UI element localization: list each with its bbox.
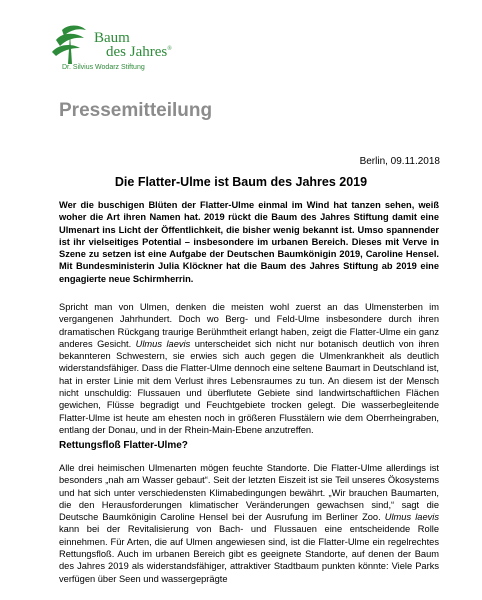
foundation-logo bbox=[48, 22, 178, 80]
logo-text-line1: Baum bbox=[94, 30, 130, 46]
release-date: Berlin, 09.11.2018 bbox=[359, 156, 440, 167]
logo-subline: Dr. Silvius Wodarz Stiftung bbox=[62, 64, 145, 71]
body-paragraph-2: Alle drei heimischen Ulmenarten mögen feuchte Standorte. Die Flatter-Ulme allerdings ist besonders „nah am Wasser gebaut“. Seit der letzten Eiszeit ist sie Teil unseres Ökosystems und hat sich unter verschiedensten Klimabedingungen bewährt. „Wir brauchen Baumarten, die den Herausforderungen klimatischer Veränderungen gewachsen sind,“ sagt die Deutsche Baumkönigin Caroline Hensel bei der Ausrufung im Berliner Zoo. Ulmus laevis kann bei der Revitalisierung von Bach- und Flussauen eine entscheidende Rolle einnehmen. Für Arten, die auf Ulmen angewiesen sind, ist die Flatter-Ulme ein regelrechtes Rettungsfloß. Auch im urbanen Bereich gibt es geeignete Standorte, auf denen der Baum des Jahres 2019 als widerstandsfähiger, attraktiver Stadtbaum punkten könnte: Viele Parks verfügen über Seen und wassergeprägte bbox=[59, 463, 439, 584]
press-release-label: Pressemitteilung bbox=[59, 100, 213, 121]
lead-paragraph: Wer die buschigen Blüten der Flatter-Ulme einmal im Wind hat tanzen sehen, weiß woher die Art ihren Namen hat. 2019 rückt die Baum des Jahres Stiftung damit eine Ulmenart ins Licht der Öffentlichkeit, die bisher wenig bekannt ist. Umso spannender ist ihr vielseitiges Potential – insbesondere im urbanen Bereich. Dieses mit Verve in Szene zu setzen ist eine Aufgabe der Deutschen Baumkönigin 2019, Caroline Hensel. Mit Bundesministerin Julia Klöckner hat die Baum des Jahres Stiftung ab 2019 eine engagierte neue Schirmherrin. bbox=[59, 200, 439, 284]
document-title: Die Flatter-Ulme ist Baum des Jahres 2019 bbox=[114, 175, 368, 189]
logo-text-line2: des Jahres® bbox=[106, 44, 172, 60]
tree-logo-icon bbox=[48, 22, 96, 66]
section-subheading: Rettungsfloß Flatter-Ulme? bbox=[59, 440, 188, 451]
body-paragraph-1: Spricht man von Ulmen, denken die meisten wohl zuerst an das Ulmensterben im vergangenen Jahrhundert. Doch wo Berg- und Feld-Ulme insbesondere durch ihren dramatischen Rückgang traurige Berühmtheit erlangt haben, zeigt die Flatter-Ulme ein ganz anderes Gesicht. Ulmus laevis unterscheidet sich nicht nur botanisch deutlich von ihren bekannteren Schwestern, sie erwies sich auch gegen die Ulmenkrankheit als deutlich widerstandsfähiger. Dass die Flatter-Ulme dennoch eine seltene Baumart in Deutschland ist, hat in erster Linie mit dem Verlust ihres Lebensraumes zu tun. An diesem ist der Mensch nicht unschuldig: Flussauen und überflutete Gebiete sind landwirtschaftlichen Flächen gewichen, Flüsse begradigt und Feuchtgebiete trocken gelegt. Die wasserbegleitende Flatter-Ulme ist heute am ehesten noch in größeren Flusstälern wie dem Oberrheingraben, entlang der Donau, und in der Rhein-Main-Ebene anzutreffen. bbox=[59, 302, 439, 435]
